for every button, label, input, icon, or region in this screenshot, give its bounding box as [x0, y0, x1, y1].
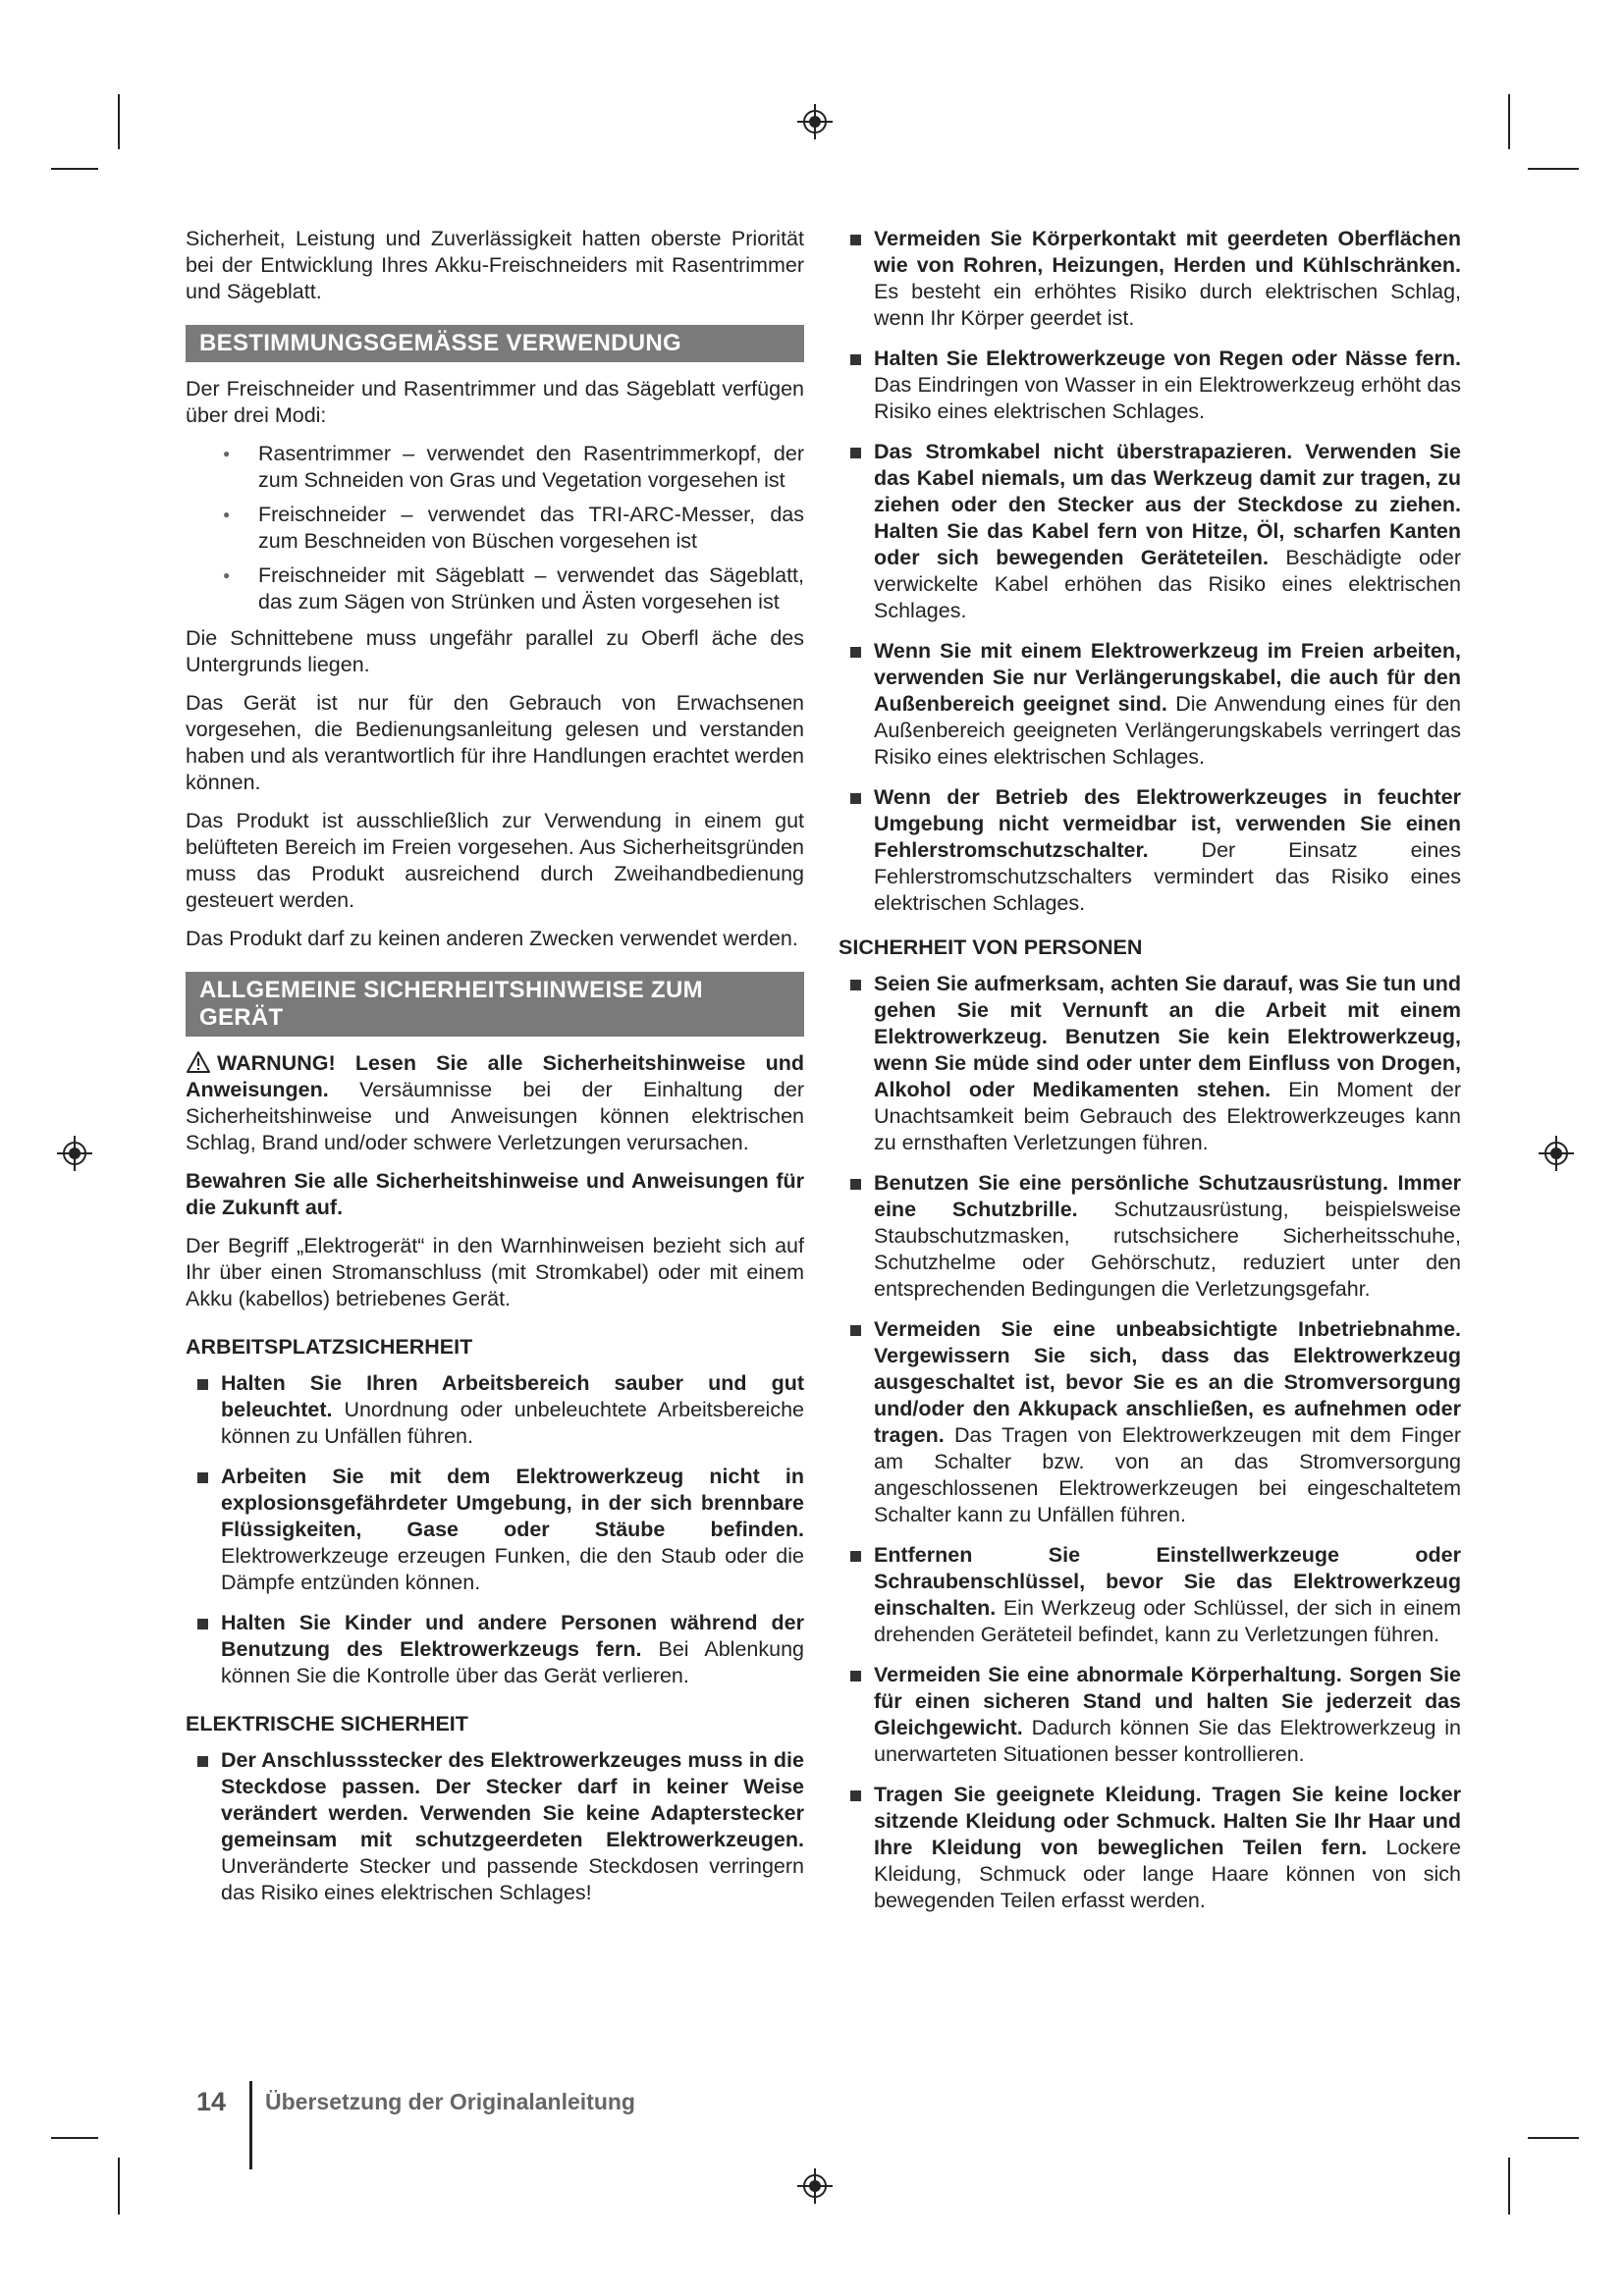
list-item: ● Freischneider – verwendet das TRI-ARC-Messer, das zum Beschneiden von Büschen vorgesehen ist [258, 502, 804, 555]
crop-mark [118, 94, 120, 149]
modes-list [186, 441, 804, 615]
item-bold: Wenn Sie mit einem Elektrowerkzeug im Freien arbeiten, verwenden Sie nur Verlängerungskabel, die auch für den Außenbereich geeignet sind. [874, 639, 1461, 716]
item-bold: Tragen Sie geeignete Kleidung. Tragen Sie keine locker sitzende Kleidung oder Schmuck. Halten Sie Ihr Haar und Ihre Kleidung von beweglichen Teilen fern. [874, 1783, 1461, 1859]
item-bold: Halten Sie Elektrowerkzeuge von Regen oder Nässe fern. [874, 347, 1461, 370]
item-bold: Seien Sie aufmerksam, achten Sie darauf, was Sie tun und gehen Sie mit Vernunft an die Arbeit mit einem Elektrowerkzeug. Benutzen Sie kein Elektrowerkzeug, wenn Sie müde sind oder unter dem Einfluss von Drogen, Alkohol oder Medikamenten stehen. [874, 972, 1461, 1101]
warning-triangle-icon [186, 1050, 211, 1074]
paragraph: Das Gerät ist nur für den Gebrauch von Erwachsenen vorgesehen, die Bedienungsanleitung gelesen und verstanden haben und als verantwortlich für ihre Handlungen erachtet werden können. [186, 691, 804, 794]
item-bold: Das Stromkabel nicht überstrapazieren. Verwenden Sie das Kabel niemals, um das Werkzeug damit zur tragen, zu ziehen oder den Stecker aus der Steckdose zu ziehen. Halten Sie das Kabel fern von Hitze, Öl, scharfen Kanten oder sich bewegenden Geräteteilen. [874, 440, 1461, 569]
list-item [221, 1610, 804, 1689]
electrical-list-continued [839, 226, 1461, 917]
left-column [186, 226, 804, 1920]
list-item: ● Rasentrimmer – verwendet den Rasentrimmerkopf, der zum Schneiden von Gras und Vegetation vorgesehen ist [258, 441, 804, 494]
crop-mark [1508, 94, 1510, 149]
right-column [839, 226, 1461, 1928]
list-item [874, 1542, 1461, 1648]
crop-mark [51, 168, 98, 170]
term-paragraph: Der Begriff „Elektrogerät“ in den Warnhinweisen bezieht sich auf Ihr über einen Stromanschluss (mit Stromkabel) oder mit einem Akku (kabellos) betriebenes Gerät. [186, 1234, 804, 1310]
personal-safety-list [839, 971, 1461, 1914]
intro-text: Sicherheit, Leistung und Zuverlässigkeit hatten oberste Priorität bei der Entwicklung Ihres Akku-Freischneiders mit Rasentrimmer und Sägeblatt. [186, 227, 804, 303]
item-bold: Halten Sie Kinder und andere Personen während der Benutzung des Elektrowerkzeugs fern. [221, 1611, 804, 1661]
list-item [874, 638, 1461, 771]
paragraph: Das Produkt darf zu keinen anderen Zwecken verwendet werden. [186, 927, 798, 950]
page-number: 14 [196, 2087, 227, 2116]
keep-instructions: Bewahren Sie alle Sicherheitshinweise und Anweisungen für die Zukunft auf. [186, 1169, 804, 1219]
footer-label: Übersetzung der Originalanleitung [265, 2089, 635, 2114]
warning-paragraph [186, 1050, 804, 1156]
workplace-list [186, 1370, 804, 1689]
item-text: Ein Moment der Unachtsamkeit beim Gebrauch des Elektrowerkzeuges kann zu ernsthaften Verletzungen führen. [874, 1078, 1461, 1154]
item-bold: Arbeiten Sie mit dem Elektrowerkzeug nicht in explosionsgefährdeter Umgebung, in der sich brennbare Flüssigkeiten, Gase oder Stäube befinden. [221, 1465, 804, 1541]
item-text: Schutzausrüstung, beispielsweise Staubschutzmasken, rutschsichere Sicherheitsschuhe, Schutzhelme oder Gehörschutz, reduziert unter den entsprechenden Bedingungen die Verletzungsgefahr. [874, 1198, 1462, 1301]
item-bold: Wenn der Betrieb des Elektrowerkzeuges in feuchter Umgebung nicht vermeidbar ist, verwenden Sie einen Fehlerstromschutzschalter. [874, 785, 1461, 862]
section-heading: BESTIMMUNGSGEMÄSSE VERWENDUNG [186, 325, 804, 362]
list-item [874, 1662, 1461, 1768]
crop-mark [51, 2137, 98, 2139]
warning-bold: WARNUNG! Lesen Sie alle Sicherheitshinweise und Anweisungen. [186, 1051, 804, 1101]
list-item [874, 1316, 1461, 1528]
electrical-list [186, 1747, 804, 1906]
list-item [221, 1370, 804, 1450]
warning-text: Versäumnisse bei der Einhaltung der Sicherheitshinweise und Anweisungen können elektrischen Schlag, Brand und/oder schwere Verletzungen verursachen. [186, 1078, 804, 1154]
item-text: Ein Werkzeug oder Schlüssel, der sich in einem drehenden Geräteteil befindet, kann zu Verletzungen führen. [874, 1596, 1461, 1646]
item-text: Unveränderte Stecker und passende Steckdosen verringern das Risiko eines elektrischen Schlages! [221, 1854, 804, 1904]
crop-mark [1528, 2137, 1579, 2139]
list-item [874, 226, 1461, 332]
list-item [874, 346, 1461, 425]
item-bold: Der Anschlussstecker des Elektrowerkzeuges muss in die Steckdose passen. Der Stecker darf in keiner Weise verändert werden. Verwenden Sie keine Adapterstecker gemeinsam mit schutzgeerdeten Elektrowerkzeugen. [221, 1748, 804, 1851]
item-bold: Entfernen Sie Einstellwerkzeuge oder Schraubenschlüssel, bevor Sie das Elektrowerkzeug einschalten. [874, 1543, 1461, 1620]
list-item [874, 1782, 1461, 1914]
registration-mark-icon [795, 2166, 835, 2206]
registration-mark-icon [1537, 1134, 1576, 1173]
item-bold: Vermeiden Sie eine unbeabsichtigte Inbetriebnahme. Vergewissern Sie sich, dass das Elektrowerkzeug ausgeschaltet ist, bevor Sie es an die Stromversorgung und/oder den Akkupack anschließen, es aufnehmen oder tragen. [874, 1317, 1461, 1447]
item-text: Dadurch können Sie das Elektrowerkzeug in unerwarteten Situationen besser kontrollieren. [874, 1716, 1461, 1766]
item-text: Das Eindringen von Wasser in ein Elektrowerkzeug erhöht das Risiko eines elektrischen Schlages. [874, 373, 1461, 423]
paragraph: Das Produkt ist ausschließlich zur Verwendung in einem gut belüfteten Bereich im Freien vorgesehen. Aus Sicherheitsgründen muss das Produkt ausreichend durch Zweihandbedienung gesteuert werden. [186, 809, 804, 912]
modes-intro: Der Freischneider und Rasentrimmer und das Sägeblatt verfügen über drei Modi: [186, 377, 804, 427]
crop-mark [1508, 2158, 1510, 2215]
item-text: Die Anwendung eines für den Außenbereich geeigneten Verlängerungskabels verringert das Risiko eines elektrischen Schlages. [874, 692, 1461, 769]
list-item [874, 971, 1461, 1156]
registration-mark-icon [795, 102, 835, 141]
footer-divider [249, 2081, 252, 2169]
item-bold: Vermeiden Sie eine abnormale Körperhaltung. Sorgen Sie für einen sicheren Stand und halten Sie jederzeit das Gleichgewicht. [874, 1663, 1461, 1739]
item-text: Es besteht ein erhöhtes Risiko durch elektrischen Schlag, wenn Ihr Körper geerdet ist. [874, 280, 1461, 330]
item-bold: Benutzen Sie eine persönliche Schutzausrüstung. Immer eine Schutzbrille. [874, 1171, 1461, 1221]
subheading: ARBEITSPLATZSICHERHEIT [186, 1335, 473, 1359]
item-text: Das Tragen von Elektrowerkzeugen mit dem Finger am Schalter bzw. von an das Stromversorgung angeschlossenen Elektrowerkzeugen bei eingeschaltetem Schalter kann zu Unfällen führen. [874, 1423, 1461, 1526]
list-item [221, 1747, 804, 1906]
item-text: Elektrowerkzeuge erzeugen Funken, die den Staub oder die Dämpfe entzünden können. [221, 1544, 804, 1594]
crop-mark [1528, 168, 1579, 170]
item-text: Bei Ablenkung können Sie die Kontrolle über das Gerät verlieren. [221, 1637, 804, 1687]
item-bold: Vermeiden Sie Körperkontakt mit geerdeten Oberflächen wie von Rohren, Heizungen, Herden und Kühlschränken. [874, 227, 1461, 277]
item-text: Lockere Kleidung, Schmuck oder lange Haare können von sich bewegenden Teilen erfasst werden. [874, 1836, 1461, 1912]
registration-mark-icon [55, 1134, 94, 1173]
list-item [874, 784, 1461, 917]
item-text: Unordnung oder unbeleuchtete Arbeitsbereiche können zu Unfällen führen. [221, 1398, 804, 1448]
list-item [874, 1170, 1461, 1303]
keep-paragraph [186, 1168, 804, 1221]
list-item: ● Freischneider mit Sägeblatt – verwendet das Sägeblatt, das zum Sägen von Strünken und Ästen vorgesehen ist [258, 562, 804, 615]
subheading: ELEKTRISCHE SICHERHEIT [186, 1712, 468, 1735]
item-bold: Halten Sie Ihren Arbeitsbereich sauber und gut beleuchtet. [221, 1371, 804, 1421]
list-item [221, 1464, 804, 1596]
paragraph: Die Schnittebene muss ungefähr parallel zu Oberfl äche des Untergrunds liegen. [186, 626, 804, 676]
crop-mark [118, 2158, 120, 2215]
section-heading: ALLGEMEINE SICHERHEITSHINWEISE ZUM GERÄT [186, 972, 804, 1037]
item-text: Der Einsatz eines Fehlerstromschutzschalters vermindert das Risiko eines elektrischen Schlages. [874, 838, 1461, 915]
subheading: SICHERHEIT VON PERSONEN [839, 935, 1143, 959]
item-text: Beschädigte oder verwickelte Kabel erhöhen das Risiko eines elektrischen Schlages. [874, 546, 1462, 622]
list-item [874, 439, 1461, 624]
